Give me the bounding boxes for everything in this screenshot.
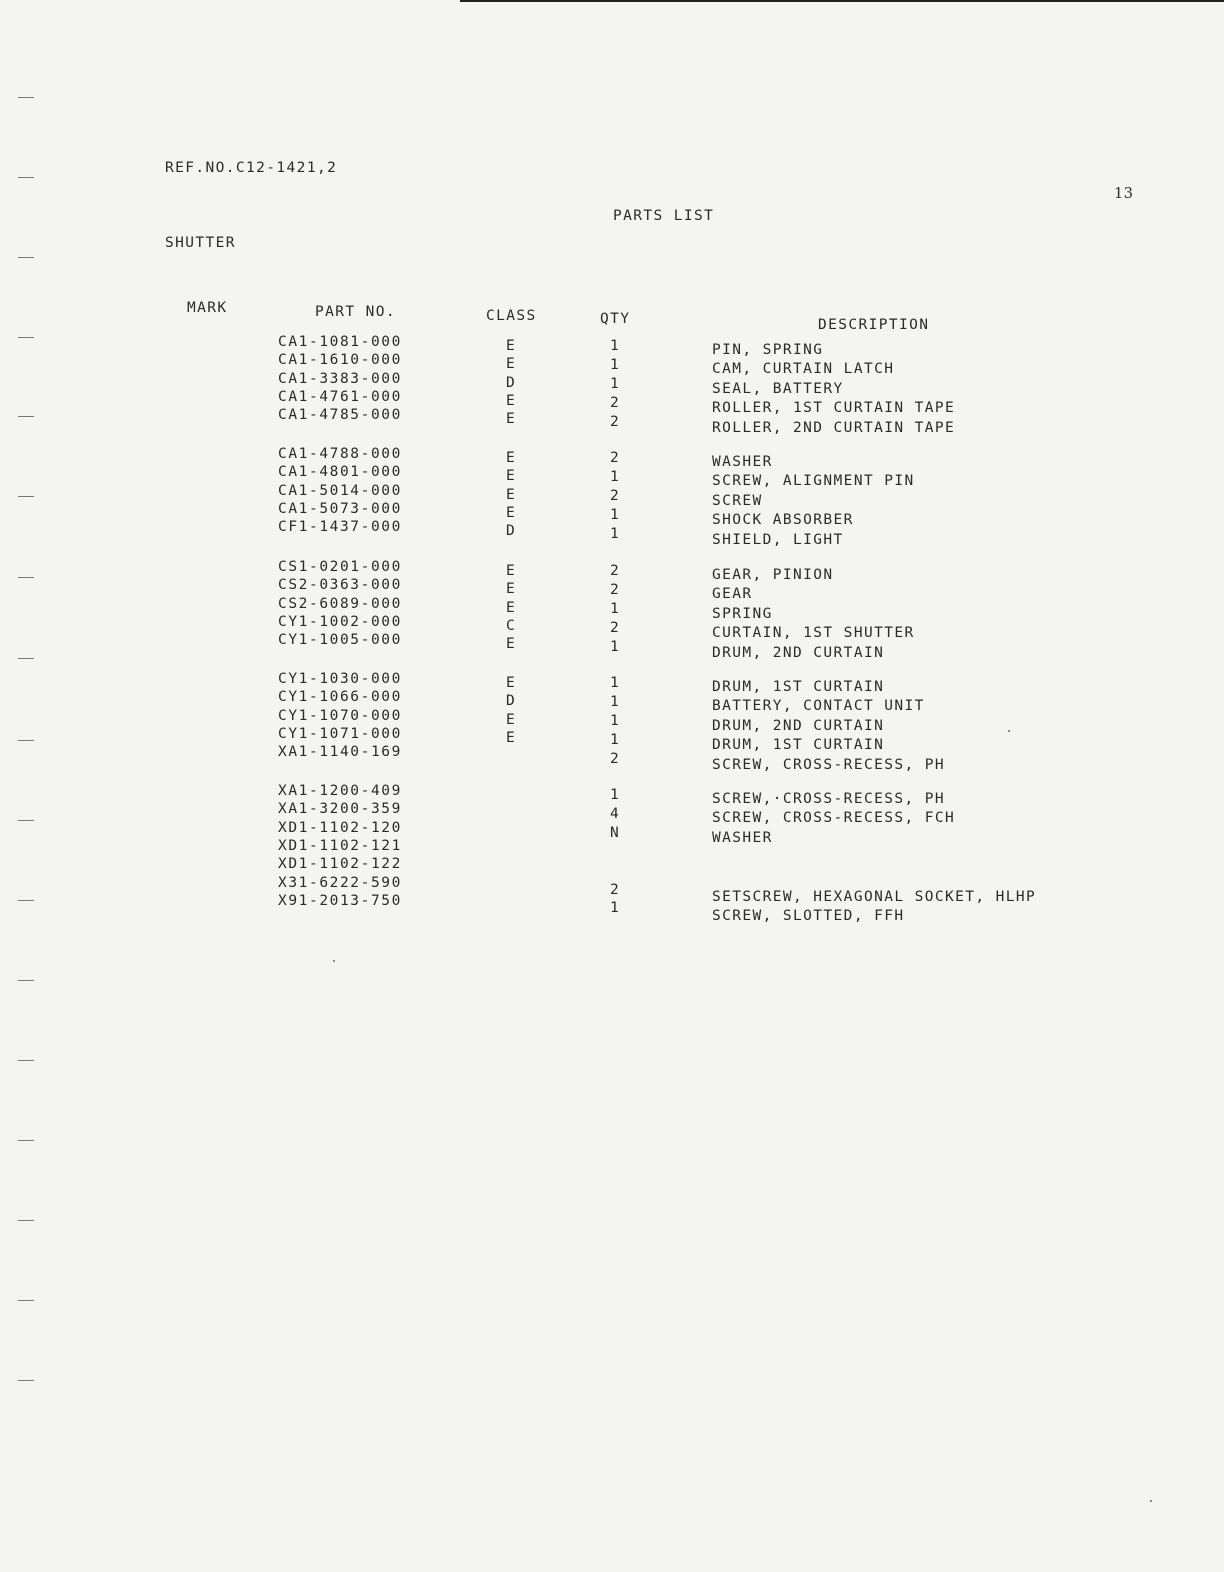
- qty-cell: 1: [610, 525, 621, 542]
- part-number-cell: XD1-1102-122: [278, 856, 402, 873]
- part-number-cell: CY1-1071-000: [278, 725, 402, 742]
- qty-cell: 2: [610, 487, 621, 504]
- column-header-mark: MARK: [187, 300, 228, 316]
- part-number-cell: CY1-1005-000: [278, 632, 402, 649]
- qty-cell: 2: [610, 413, 621, 430]
- part-number-cell: CS2-6089-000: [278, 595, 402, 612]
- qty-cell: 1: [610, 638, 621, 655]
- class-cell: E: [506, 356, 517, 373]
- qty-cell: 1: [610, 506, 621, 523]
- qty-cell: 1: [610, 675, 621, 691]
- table-row: [0, 446, 1224, 470]
- description-cell: BATTERY, CONTACT UNIT: [712, 698, 925, 715]
- table-row: [0, 352, 1224, 378]
- description-cell: SCREW,·CROSS-RECESS, PH: [712, 791, 945, 807]
- description-cell: ROLLER, 2ND CURTAIN TAPE: [712, 419, 956, 436]
- description-cell: GEAR: [712, 586, 753, 603]
- part-number-cell: CA1-4788-000: [278, 446, 402, 462]
- description-cell: SHIELD, LIGHT: [712, 531, 844, 548]
- description-cell: DRUM, 1ST CURTAIN: [712, 737, 885, 754]
- class-cell: E: [506, 504, 517, 521]
- part-number-cell: CY1-1030-000: [278, 671, 402, 687]
- description-cell: DRUM, 1ST CURTAIN: [712, 679, 885, 695]
- section-title: SHUTTER: [165, 235, 236, 251]
- class-cell: E: [506, 563, 517, 579]
- table-row: [0, 407, 1224, 436]
- table-row: [0, 856, 1224, 874]
- class-cell: E: [506, 411, 517, 428]
- part-number-cell: CA1-4761-000: [278, 388, 402, 405]
- class-cell: E: [506, 675, 517, 691]
- page-title: PARTS LIST: [613, 208, 715, 224]
- part-number-cell: CA1-4801-000: [278, 464, 402, 481]
- description-cell: DRUM, 2ND CURTAIN: [712, 644, 885, 661]
- qty-cell: 1: [610, 787, 621, 803]
- qty-cell: 2: [610, 563, 621, 579]
- qty-cell: 1: [610, 693, 621, 710]
- qty-cell: 2: [610, 619, 621, 636]
- column-header-description: DESCRIPTION: [818, 317, 930, 333]
- reference-number: REF.NO.C12-1421,2: [165, 160, 338, 176]
- part-number-cell: CA1-1081-000: [278, 334, 402, 350]
- description-cell: SEAL, BATTERY: [712, 380, 844, 397]
- qty-cell: 4: [610, 805, 621, 822]
- part-number-cell: XD1-1102-120: [278, 819, 402, 836]
- part-number-cell: CA1-5073-000: [278, 500, 402, 517]
- part-number-cell: XA1-1200-409: [278, 783, 402, 799]
- description-cell: PIN, SPRING: [712, 342, 824, 358]
- description-cell: SPRING: [712, 605, 773, 622]
- qty-cell: 1: [610, 468, 621, 485]
- qty-cell: 1: [610, 600, 621, 617]
- description-cell: CURTAIN, 1ST SHUTTER: [712, 625, 915, 642]
- page-number: 13: [1114, 186, 1134, 202]
- table-row: [0, 783, 1224, 807]
- qty-cell: 2: [610, 581, 621, 598]
- description-cell: SHOCK ABSORBER: [712, 512, 854, 529]
- part-number-cell: CS2-0363-000: [278, 577, 402, 594]
- description-cell: CAM, CURTAIN LATCH: [712, 361, 895, 378]
- qty-cell: 2: [610, 450, 621, 466]
- class-cell: E: [506, 599, 517, 616]
- class-cell: C: [506, 617, 517, 634]
- qty-cell: 2: [610, 394, 621, 411]
- part-number-cell: XD1-1102-121: [278, 837, 402, 854]
- class-cell: E: [506, 450, 517, 466]
- qty-cell: 1: [610, 338, 621, 354]
- page-top-edge: [460, 0, 1224, 2]
- class-cell: E: [506, 338, 517, 354]
- table-row: [0, 559, 1224, 583]
- part-number-cell: CY1-1070-000: [278, 707, 402, 724]
- description-cell: SCREW: [712, 492, 763, 509]
- part-number-cell: CA1-4785-000: [278, 407, 402, 424]
- part-number-cell: X31-6222-590: [278, 874, 402, 891]
- part-number-cell: CY1-1002-000: [278, 613, 402, 630]
- qty-cell: 1: [610, 356, 621, 373]
- description-cell: WASHER: [712, 829, 773, 846]
- class-cell: E: [506, 468, 517, 485]
- description-cell: SCREW, CROSS-RECESS, FCH: [712, 810, 956, 827]
- description-cell: ROLLER, 1ST CURTAIN TAPE: [712, 400, 956, 417]
- part-number-cell: CS1-0201-000: [278, 559, 402, 575]
- part-number-cell: CF1-1437-000: [278, 519, 402, 536]
- qty-cell: N: [610, 824, 621, 841]
- table-row: [0, 334, 1224, 358]
- class-cell: E: [506, 711, 517, 728]
- part-number-cell: X91-2013-750: [278, 892, 402, 909]
- table-row: [0, 671, 1224, 695]
- table-row: [0, 801, 1224, 827]
- description-cell: SCREW, SLOTTED, FFH: [712, 907, 905, 924]
- class-cell: D: [506, 523, 517, 540]
- class-cell: E: [506, 729, 517, 746]
- column-header-qty: QTY: [600, 311, 631, 327]
- table-row: [0, 838, 1224, 856]
- part-number-cell: CA1-1610-000: [278, 352, 402, 369]
- part-number-cell: XA1-1140-169: [278, 744, 402, 761]
- part-number-cell: CA1-5014-000: [278, 482, 402, 499]
- qty-cell: 1: [610, 712, 621, 729]
- description-cell: SETSCREW, HEXAGONAL SOCKET, HLHP: [712, 888, 1037, 905]
- qty-cell: 1: [610, 731, 621, 748]
- qty-cell: 1: [610, 375, 621, 392]
- description-cell: GEAR, PINION: [712, 567, 834, 583]
- qty-cell: 1: [610, 900, 621, 917]
- column-header-part-no: PART NO.: [315, 304, 397, 320]
- table-row: [0, 689, 1224, 715]
- description-cell: SCREW, ALIGNMENT PIN: [712, 473, 915, 490]
- part-number-cell: CA1-3383-000: [278, 370, 402, 387]
- class-cell: E: [506, 636, 517, 653]
- qty-cell: 2: [610, 750, 621, 767]
- class-cell: E: [506, 392, 517, 409]
- table-row: [0, 744, 1224, 773]
- description-cell: DRUM, 2ND CURTAIN: [712, 717, 885, 734]
- class-cell: D: [506, 374, 517, 391]
- description-cell: WASHER: [712, 454, 773, 470]
- table-row: [0, 464, 1224, 490]
- table-row: [0, 577, 1224, 603]
- qty-cell: 2: [610, 881, 621, 898]
- description-cell: SCREW, CROSS-RECESS, PH: [712, 756, 945, 773]
- part-number-cell: CY1-1066-000: [278, 689, 402, 706]
- column-header-class: CLASS: [486, 308, 537, 324]
- table-row: [0, 892, 1224, 924]
- part-number-cell: XA1-3200-359: [278, 801, 402, 818]
- class-cell: E: [506, 486, 517, 503]
- class-cell: D: [506, 693, 517, 710]
- class-cell: E: [506, 581, 517, 598]
- table-row: [0, 519, 1224, 548]
- table-row: [0, 632, 1224, 661]
